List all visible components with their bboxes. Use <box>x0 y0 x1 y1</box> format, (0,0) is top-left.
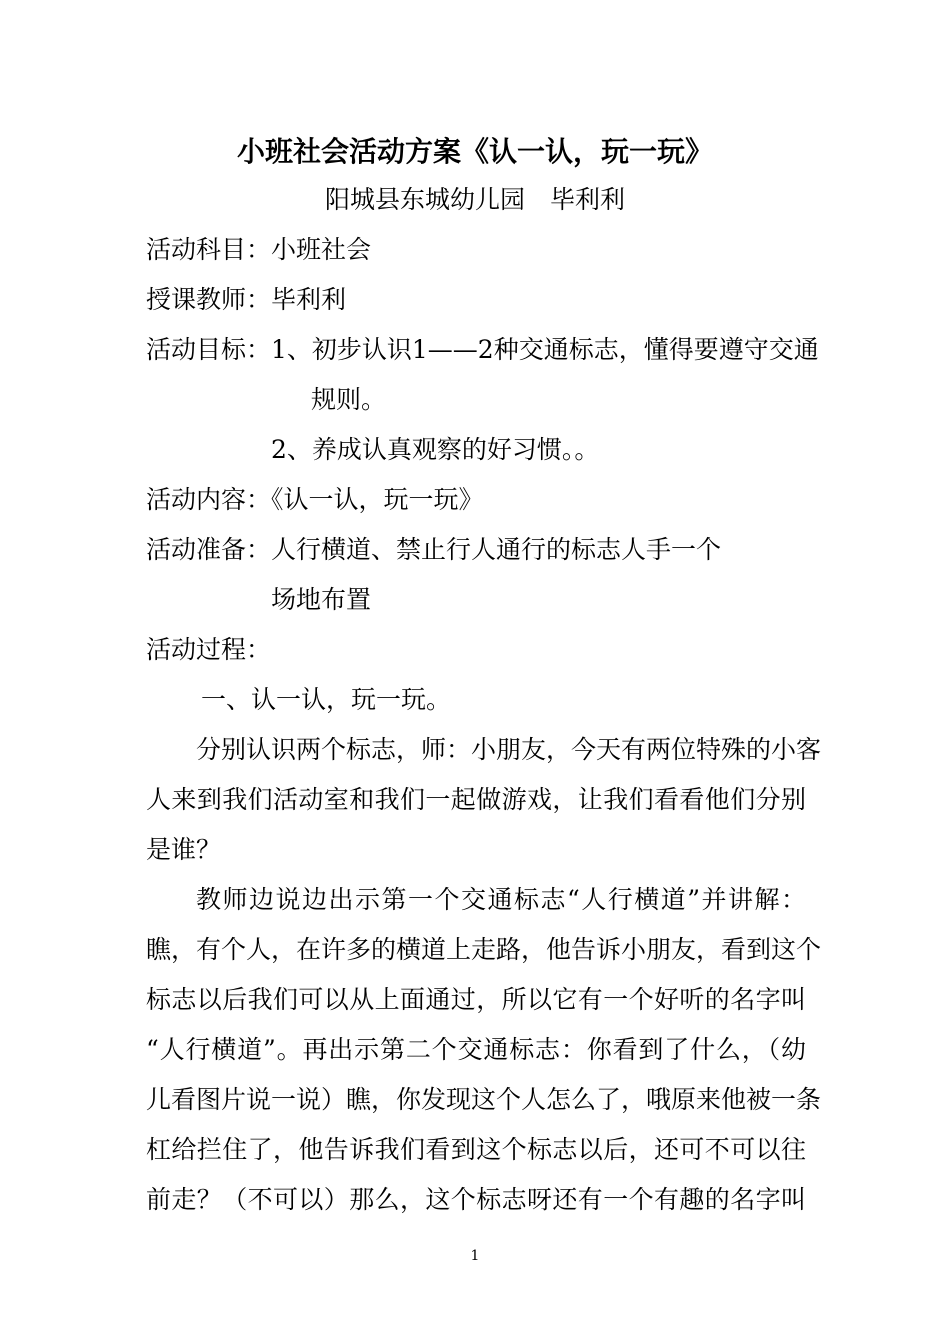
paragraph-2-line-5: 儿看图片说一说）瞧，你发现这个人怎么了，哦原来他被一条 <box>146 1085 822 1114</box>
paragraph-1-line-2: 人来到我们活动室和我们一起做游戏，让我们看看他们分别 <box>146 785 806 814</box>
page-number: 1 <box>470 1248 480 1264</box>
subject-line: 活动科目：小班社会 <box>146 235 372 264</box>
step-heading: 一、认一认，玩一玩。 <box>201 685 452 714</box>
preparation-line-1: 活动准备：人行横道、禁止行人通行的标志人手一个 <box>146 535 722 564</box>
teacher-line: 授课教师：毕利利 <box>146 285 347 314</box>
author-line: 阳城县东城幼儿园 毕利利 <box>324 185 625 214</box>
goal-line-1: 活动目标：1、初步认识1——2种交通标志，懂得要遵守交通 <box>146 335 819 364</box>
preparation-line-2: 场地布置 <box>271 585 372 614</box>
paragraph-2-line-6: 杠给拦住了，他告诉我们看到这个标志以后，还可不可以往 <box>146 1135 806 1164</box>
paragraph-2-line-4: “人行横道”。再出示第二个交通标志：你看到了什么，（幼 <box>146 1035 806 1064</box>
paragraph-1-line-3: 是谁？ <box>146 835 222 864</box>
goal-line-2: 2、养成认真观察的好习惯。。 <box>271 435 600 464</box>
process-heading: 活动过程： <box>146 635 272 664</box>
paragraph-2-line-3: 标志以后我们可以从上面通过，所以它有一个好听的名字叫 <box>146 985 806 1014</box>
document-title: 小班社会活动方案《认一认，玩一玩》 <box>236 135 713 168</box>
paragraph-2-line-1: 教师边说边出示第一个交通标志“人行横道”并讲解： <box>196 885 806 914</box>
content-line: 活动内容：《认一认，玩一玩》 <box>146 485 484 514</box>
paragraph-1-line-1: 分别认识两个标志，师：小朋友，今天有两位特殊的小客 <box>196 735 822 764</box>
goal-line-1-continued: 规则。 <box>311 385 387 414</box>
paragraph-2-line-7: 前走？（不可以）那么，这个标志呀还有一个有趣的名字叫 <box>146 1185 806 1214</box>
paragraph-2-line-2: 瞧，有个人，在许多的横道上走路，他告诉小朋友，看到这个 <box>146 935 822 964</box>
